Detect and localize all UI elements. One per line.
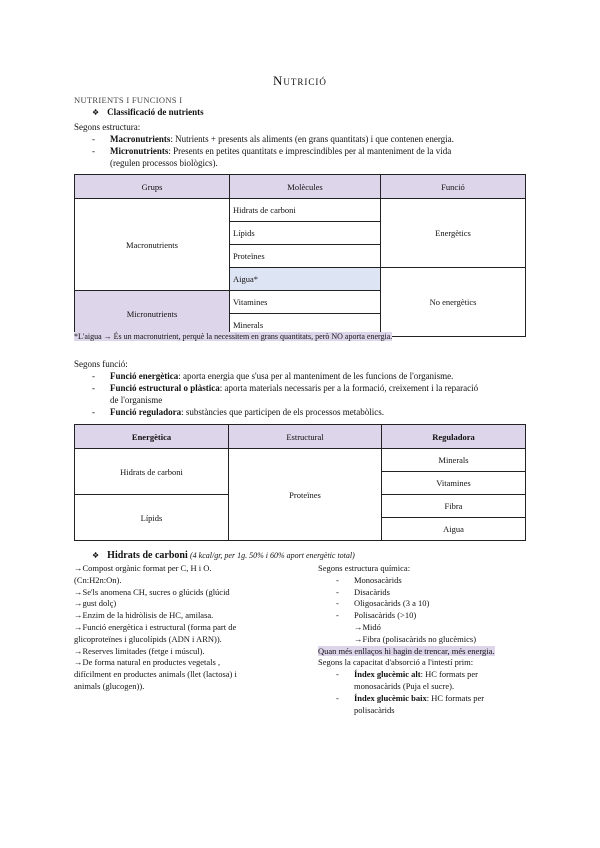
text-line: →gust dolç) <box>74 598 117 609</box>
text-line: animals (glucogen)). <box>74 680 145 691</box>
sub-item: →Midó <box>354 621 381 632</box>
nutrients-table <box>74 174 526 337</box>
text-line: difícilment en productes animals (llet (lactosa) i <box>74 669 237 680</box>
molecule-cell: Aigua* <box>230 268 381 291</box>
text-line: →Compost orgànic format per C, H i O. <box>74 563 212 573</box>
molecule-cell: Hidrats de carboni <box>230 199 381 222</box>
text-line: glicoproteïnes i glucolípids (ADN i ARN)). <box>74 633 222 644</box>
list-item: - Micronutrients: Presents en petites quantitats e imprescindibles per al manteniment de la vida <box>92 146 452 156</box>
structural-cell: Proteïnes <box>229 449 382 541</box>
group-cell: Micronutrients <box>75 291 230 337</box>
diamond-bullet-icon: ❖ <box>92 108 100 117</box>
energetic-cell: Lípids <box>75 495 229 541</box>
text-line: →De forma natural en productes vegetals , <box>74 657 221 668</box>
heading-text: Classificació de nutrients <box>107 107 204 117</box>
intro-text: Segons funció: <box>74 359 128 369</box>
list-item-cont: monosacàrids (Puja el sucre). <box>354 680 455 691</box>
text-line: →Enzim de la hidròlisis de HC, amilasa. <box>74 610 214 621</box>
list-item: - Monosacàrids <box>336 574 402 585</box>
page-title: Nutrició <box>273 73 327 88</box>
section-heading: ❖ Hidrats de carboni (4 kcal/gr, per 1g. 50% i 60% aport energètic total) <box>92 550 355 561</box>
regulatory-cell: Fibra <box>382 495 526 518</box>
list-item: - Macronutrients: Nutrients + presents als aliments (en grans quantitats) i que contenen energia. <box>92 134 454 144</box>
list-item: - Funció energètica: aporta energia que s'usa per al manteniment de les funcions de l'organisme. <box>92 371 454 381</box>
text-line: Segons estructura química: <box>318 563 411 573</box>
bullet-list <box>92 370 528 418</box>
list-item: - Oligosacàrids (3 a 10) <box>336 598 430 609</box>
text-line: →Se'ls anomena CH, sucres o glúcids (glúcid <box>74 586 230 597</box>
regulatory-cell: Vitamines <box>382 472 526 495</box>
list-item: - Índex glucèmic baix: HC formats per <box>336 692 485 703</box>
bullet-list <box>92 133 528 169</box>
list-item: - Índex glucèmic alt: HC formats per <box>336 669 478 680</box>
list-item: - Disacàrids <box>336 586 390 597</box>
footnote: *L'aigua → És un macronutrient, perquè la necessitem en grans quantitats, però NO aporta energia. <box>74 332 393 341</box>
left-column <box>74 563 282 693</box>
highlight-line: Quan més enllaços hi hagin de trencar, més energia. <box>318 645 495 656</box>
molecule-cell: Lípids <box>230 222 381 245</box>
list-item: (regulen processos biològics). <box>110 158 218 168</box>
table-header: Funció <box>381 175 526 199</box>
right-column <box>318 563 528 716</box>
list-item: de l'organisme <box>110 395 163 405</box>
list-item-cont: polisacàrids <box>354 704 395 715</box>
table-header: Reguladora <box>382 425 526 449</box>
function-cell: Energètics <box>381 199 526 268</box>
intro-text: Segons estructura: <box>74 122 141 132</box>
molecule-cell: Vitamines <box>230 291 381 314</box>
text-line: →Funció energètica i estructural (forma part de <box>74 621 237 632</box>
list-item: - Polisacàrids (>10) <box>336 610 417 621</box>
text-line: →Reserves limitades (fetge i múscul). <box>74 645 205 656</box>
section-heading <box>92 106 204 119</box>
table-header: Energètica <box>75 425 229 449</box>
section-subtitle: NUTRIENTS I FUNCIONS I <box>74 95 183 105</box>
energetic-cell: Hidrats de carboni <box>75 449 229 495</box>
text-line: Segons la capacitat d'absorció a l'intestí prim: <box>318 657 474 668</box>
list-item: - Funció estructural o plàstica: aporta materials necessaris per a la formació, creixement i la reparació <box>92 383 479 393</box>
molecule-cell: Proteïnes <box>230 245 381 268</box>
molecule-cell: Minerals <box>230 314 381 337</box>
regulatory-cell: Minerals <box>382 449 526 472</box>
regulatory-cell: Aigua <box>382 518 526 541</box>
table-header: Molècules <box>230 175 381 199</box>
table-header: Grups <box>75 175 230 199</box>
list-item: - Funció reguladora: substàncies que participen de els processos metabòlics. <box>92 407 385 417</box>
function-cell: No energètics <box>381 268 526 337</box>
text-line: (Cn:H2n:On). <box>74 574 122 585</box>
group-cell: Macronutrients <box>75 199 230 291</box>
sub-item: →Fibra (polisacàrids no glucèmics) <box>354 633 477 644</box>
diamond-bullet-icon: ❖ <box>92 551 100 560</box>
functions-table <box>74 424 526 541</box>
table-header: Estructural <box>229 425 382 449</box>
